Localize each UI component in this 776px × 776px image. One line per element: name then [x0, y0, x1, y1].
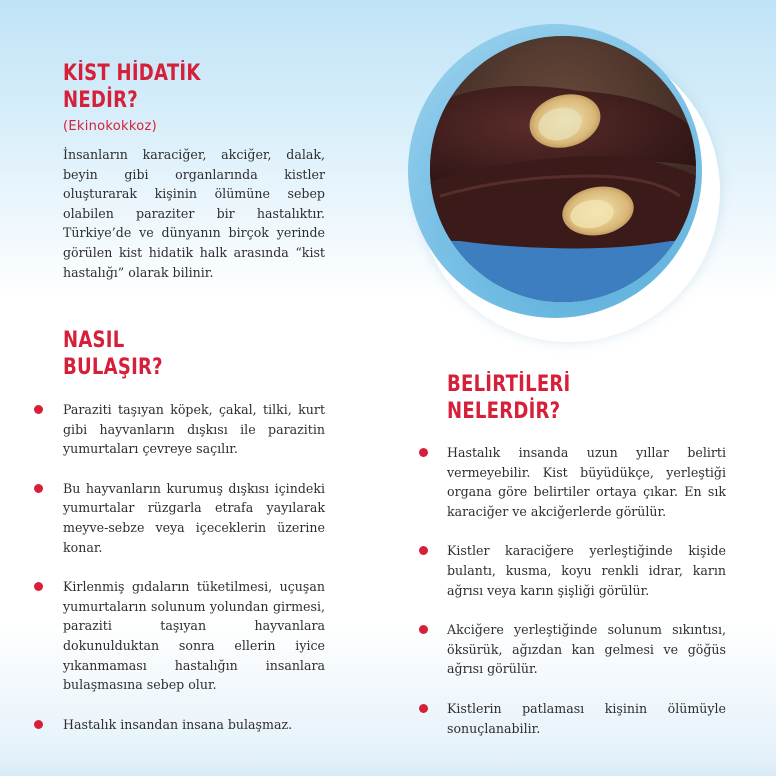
- bullet-dot-icon: [34, 582, 43, 591]
- bullet-dot-icon: [419, 448, 428, 457]
- symptoms-list: [447, 443, 726, 738]
- bullet-dot-icon: [34, 405, 43, 414]
- list-item: [447, 620, 726, 679]
- list-item-text: Hastalık insandan insana bulaşmaz.: [63, 716, 293, 732]
- list-item-text: Kistlerin patlaması kişinin ölümüyle sonuçlanabilir.: [447, 700, 726, 736]
- bullet-dot-icon: [419, 625, 428, 634]
- section-title-kist-hidatik: [63, 60, 201, 114]
- list-item: [63, 577, 325, 695]
- list-item-text: Bu hayvanların kurumuş dışkısı içindeki yumurtalar rüzgarla etrafa yayılarak meyve-sebze veya içeceklerin üzerine konar.: [63, 480, 325, 555]
- list-item-text: Hastalık insanda uzun yıllar belirti vermeyebilir. Kist büyüdükçe, yerleştiği organa göre belirtiler ortaya çıkar. En sık karaciğer ve akciğerlerde görülür.: [447, 445, 726, 519]
- section-title-belirtileri: [447, 371, 571, 425]
- title-line: NASIL: [63, 328, 125, 353]
- list-item: [63, 479, 325, 557]
- list-item: [63, 715, 325, 735]
- bullet-dot-icon: [34, 720, 43, 729]
- intro-paragraph: İnsanların karaciğer, akciğer, dalak, beyin gibi organlarında kistler oluşturarak kişinin ölümüne sebep olabilen paraziter bir hastalıktır. Türkiye’de ve dünyanın birçok yerinde görülen kist hidatik halk arasında “kist hastalığı” olarak bilinir.: [63, 147, 325, 280]
- title-line: BELİRTİLERİ: [447, 372, 571, 397]
- title-line: NEDİR?: [63, 88, 138, 113]
- title-line: BULAŞIR?: [63, 355, 163, 380]
- title-line: KİST HİDATİK: [63, 61, 201, 86]
- liver-cyst-photo: [430, 36, 696, 302]
- list-item-text: Akciğere yerleştiğinde solunum sıkıntısı, öksürük, ağızdan kan gelmesi ve göğüs ağrısı görülür.: [447, 622, 726, 677]
- list-item-text: Paraziti taşıyan köpek, çakal, tilki, kurt gibi hayvanların dışkısı ile parazitin yumurtaları çevreye saçılır.: [63, 402, 325, 457]
- list-item: [447, 699, 726, 738]
- section-subtitle: (Ekinokokkoz): [63, 119, 157, 134]
- bullet-dot-icon: [419, 704, 428, 713]
- section-title-nasil-bulasir: [63, 327, 163, 381]
- list-item: [447, 541, 726, 600]
- title-line: NELERDİR?: [447, 399, 561, 424]
- list-item-text: Kirlenmiş gıdaların tüketilmesi, uçuşan yumurtaların solunum yolundan girmesi, paraziti taşıyan hayvanlara dokunulduktan sonra ellerin iyice yıkanmaması hastalığın insanlara bulaşmasına sebep olur.: [63, 579, 325, 693]
- list-item: [447, 443, 726, 521]
- list-item: [63, 400, 325, 459]
- bullet-dot-icon: [34, 484, 43, 493]
- transmission-list: [63, 400, 325, 734]
- list-item-text: Kistler karaciğere yerleştiğinde kişide bulantı, kusma, koyu renkli idrar, karın ağrısı veya karın şişliği görülür.: [447, 543, 726, 598]
- bullet-dot-icon: [419, 546, 428, 555]
